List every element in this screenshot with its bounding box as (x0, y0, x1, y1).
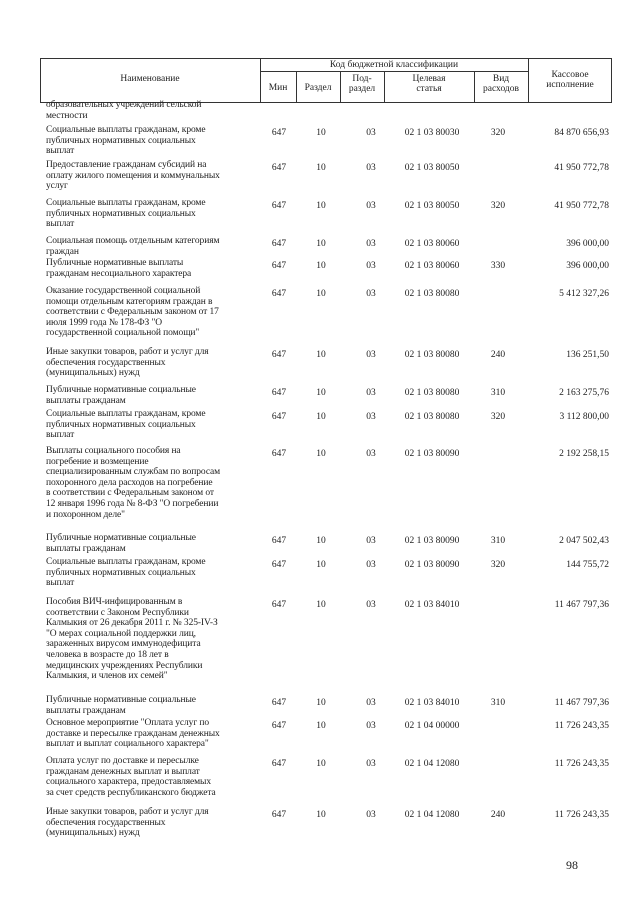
row-amount: 11 467 797,36 (554, 600, 609, 610)
row-section: 10 (316, 239, 326, 249)
row-min: 647 (271, 449, 287, 459)
row-min: 647 (271, 289, 287, 299)
row-section: 10 (316, 163, 326, 173)
row-amount: 2 163 275,76 (559, 388, 609, 398)
row-section: 10 (316, 412, 326, 422)
page-number: 98 (566, 858, 578, 872)
row-subsection: 03 (366, 239, 376, 249)
row-min: 647 (271, 536, 287, 546)
row-section: 10 (316, 698, 326, 708)
row-name: Публичные нормативные социальные выплаты гражданам (46, 385, 196, 406)
row-target: 02 1 03 84010 (404, 698, 460, 708)
row-subsection: 03 (366, 128, 376, 138)
row-target: 02 1 03 80090 (404, 449, 460, 459)
row-subsection: 03 (366, 350, 376, 360)
row-min: 647 (271, 600, 287, 610)
row-min: 647 (271, 560, 287, 570)
row-type: 330 (490, 261, 506, 271)
row-section: 10 (316, 810, 326, 820)
row-target: 02 1 03 80080 (404, 388, 460, 398)
row-name: Социальные выплаты гражданам, кроме публичных нормативных социальных выплат (46, 557, 206, 589)
row-subsection: 03 (366, 163, 376, 173)
row-subsection: 03 (366, 536, 376, 546)
row-subsection: 03 (366, 759, 376, 769)
row-target: 02 1 03 80060 (404, 261, 460, 271)
row-name: Основное мероприятие "Оплата услуг по доставке и пересылке гражданам денежных выплат и выплат социального характера" (46, 718, 220, 750)
row-min: 647 (271, 388, 287, 398)
row-name: Социальная помощь отдельным категориям граждан (46, 236, 220, 257)
row-name: Оказание государственной социальной помощи отдельным категориям граждан в соответствии с Федеральным законом от 17 июля 1999 года № 178-ФЗ "О государственной социальной помощи" (46, 286, 219, 339)
row-section: 10 (316, 759, 326, 769)
row-min: 647 (271, 721, 287, 731)
row-amount: 5 412 327,26 (559, 289, 609, 299)
row-min: 647 (271, 350, 287, 360)
header-code-group: Код бюджетной классификации (329, 60, 459, 70)
row-type: 240 (490, 350, 506, 360)
row-subsection: 03 (366, 388, 376, 398)
row-type: 310 (490, 388, 506, 398)
row-target: 02 1 03 80080 (404, 350, 460, 360)
row-section: 10 (316, 128, 326, 138)
row-name: образовательных учреждений сельской местности (46, 100, 202, 121)
row-subsection: 03 (366, 261, 376, 271)
row-amount: 3 112 800,00 (559, 412, 609, 422)
row-subsection: 03 (366, 449, 376, 459)
row-amount: 41 950 772,78 (554, 201, 609, 211)
row-min: 647 (271, 128, 287, 138)
row-min: 647 (271, 261, 287, 271)
row-type: 240 (490, 810, 506, 820)
row-amount: 11 726 243,35 (554, 810, 609, 820)
row-type: 320 (490, 201, 506, 211)
row-target: 02 1 03 80050 (404, 163, 460, 173)
row-target: 02 1 04 00000 (404, 721, 460, 731)
header-target: Целевая статья (412, 74, 446, 94)
row-type: 320 (490, 412, 506, 422)
row-min: 647 (271, 698, 287, 708)
row-section: 10 (316, 600, 326, 610)
header-subsection: Под- раздел (348, 74, 376, 94)
row-min: 647 (271, 759, 287, 769)
row-type: 310 (490, 536, 506, 546)
row-subsection: 03 (366, 810, 376, 820)
row-section: 10 (316, 536, 326, 546)
row-name: Предоставление гражданам субсидий на оплату жилого помещения и коммунальных услуг (46, 160, 220, 192)
row-name: Оплата услуг по доставке и пересылке гражданам денежных выплат и выплат социального характера, предоставляемых за счет средств республиканского бюджета (46, 756, 216, 798)
row-name: Социальные выплаты гражданам, кроме публичных нормативных социальных выплат (46, 409, 206, 441)
row-amount: 136 251,50 (566, 350, 609, 360)
row-subsection: 03 (366, 201, 376, 211)
row-target: 02 1 03 80090 (404, 536, 460, 546)
row-target: 02 1 03 80050 (404, 201, 460, 211)
row-min: 647 (271, 412, 287, 422)
row-name: Публичные нормативные социальные выплаты гражданам (46, 533, 196, 554)
row-name: Иные закупки товаров, работ и услуг для обеспечения государственных (муниципальных) нужд (46, 807, 209, 839)
row-amount: 11 467 797,36 (554, 698, 609, 708)
header-name: Наименование (120, 74, 180, 84)
row-type: 320 (490, 560, 506, 570)
row-min: 647 (271, 201, 287, 211)
row-amount: 11 726 243,35 (554, 759, 609, 769)
row-amount: 11 726 243,35 (554, 721, 609, 731)
row-subsection: 03 (366, 560, 376, 570)
row-section: 10 (316, 388, 326, 398)
header-amount: Кассовое исполнение (546, 70, 594, 90)
row-amount: 396 000,00 (566, 261, 609, 271)
row-section: 10 (316, 289, 326, 299)
row-min: 647 (271, 163, 287, 173)
row-subsection: 03 (366, 698, 376, 708)
row-type: 320 (490, 128, 506, 138)
row-amount: 144 755,72 (566, 560, 609, 570)
row-target: 02 1 03 84010 (404, 600, 460, 610)
row-subsection: 03 (366, 600, 376, 610)
header-type: Вид расходов (483, 74, 519, 94)
row-target: 02 1 03 80060 (404, 239, 460, 249)
row-amount: 2 047 502,43 (559, 536, 609, 546)
row-subsection: 03 (366, 412, 376, 422)
row-name: Социальные выплаты гражданам, кроме публичных нормативных социальных выплат (46, 198, 206, 230)
row-subsection: 03 (366, 289, 376, 299)
row-section: 10 (316, 560, 326, 570)
row-amount: 396 000,00 (566, 239, 609, 249)
row-amount: 84 870 656,93 (554, 128, 609, 138)
row-section: 10 (316, 721, 326, 731)
row-section: 10 (316, 201, 326, 211)
row-name: Публичные нормативные социальные выплаты гражданам (46, 695, 196, 716)
row-subsection: 03 (366, 721, 376, 731)
row-target: 02 1 03 80080 (404, 412, 460, 422)
row-section: 10 (316, 350, 326, 360)
row-amount: 41 950 772,78 (554, 163, 609, 173)
row-section: 10 (316, 449, 326, 459)
row-target: 02 1 04 12080 (404, 810, 460, 820)
row-amount: 2 192 258,15 (559, 449, 609, 459)
row-name: Социальные выплаты гражданам, кроме публичных нормативных социальных выплат (46, 125, 206, 157)
row-min: 647 (271, 810, 287, 820)
row-min: 647 (271, 239, 287, 249)
row-name: Пособия ВИЧ-инфицированным в соответствии с Законом Республики Калмыкия от 26 декабря 2011 г. № 325-IV-З "О мерах социальной поддержки лиц, зараженных вирусом иммунодефицита человека в возрасте до 18 лет в медицинских учреждениях Республики Калмыкия, и членов их семей" (46, 597, 218, 682)
row-target: 02 1 03 80080 (404, 289, 460, 299)
row-name: Иные закупки товаров, работ и услуг для обеспечения государственных (муниципальных) нужд (46, 347, 209, 379)
header-min: Мин (268, 83, 288, 93)
row-section: 10 (316, 261, 326, 271)
row-target: 02 1 03 80090 (404, 560, 460, 570)
row-name: Публичные нормативные выплаты гражданам несоциального характера (46, 258, 192, 279)
table-header (40, 58, 612, 103)
row-type: 310 (490, 698, 506, 708)
row-name: Выплаты социального пособия на погребение и возмещение специализированным службам по вопросам похоронного дела расходов на погребение в соответствии с Федеральным законом от 12 января 1996 года № 8-ФЗ "О погребении и похоронном деле" (46, 446, 221, 520)
row-target: 02 1 03 80030 (404, 128, 460, 138)
header-section: Раздел (304, 83, 332, 93)
row-target: 02 1 04 12080 (404, 759, 460, 769)
